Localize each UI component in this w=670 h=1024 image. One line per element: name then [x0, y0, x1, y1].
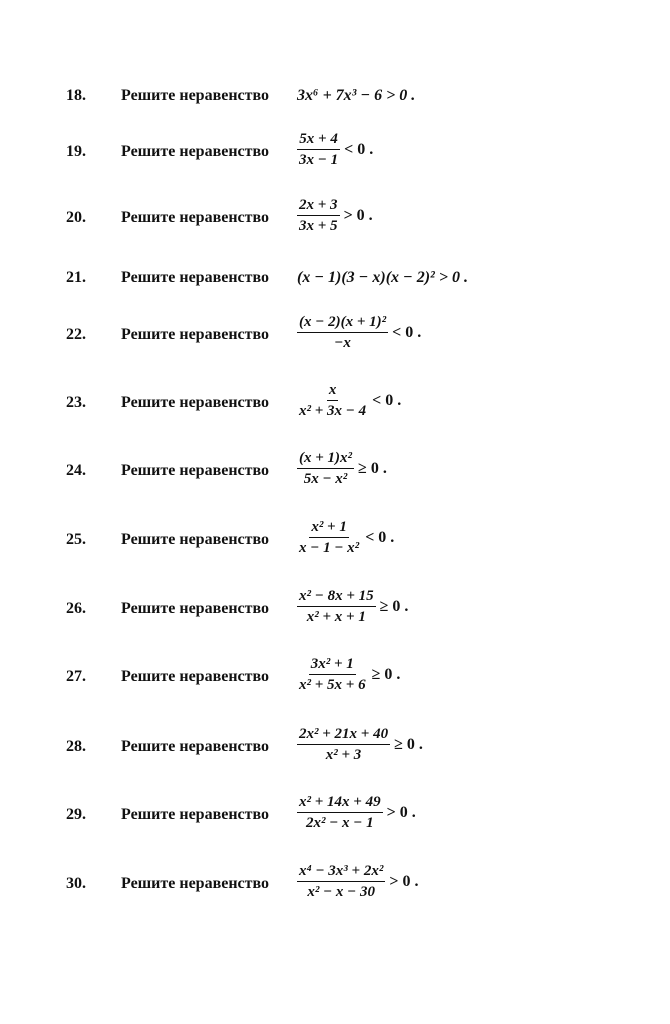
fraction-denominator: x² + 5x + 6	[299, 677, 366, 693]
fraction	[297, 862, 385, 901]
fraction-numerator: (x − 2)(x + 1)²	[297, 313, 388, 333]
problem-27	[0, 655, 670, 715]
problem-number: 26.	[66, 600, 86, 617]
inequality-relation: > 0 .	[343, 206, 373, 224]
fraction	[297, 518, 361, 557]
problem-20	[0, 196, 670, 256]
fraction-denominator: x² − x − 30	[307, 884, 376, 900]
problem-30	[0, 862, 670, 922]
problem-24	[0, 449, 670, 509]
problem-number: 21.	[66, 269, 86, 286]
problem-29	[0, 793, 670, 853]
fraction-denominator: x² + 3x − 4	[299, 403, 367, 419]
inequality-relation: < 0 .	[365, 528, 395, 546]
problem-19	[0, 130, 670, 190]
problem-prompt: Решите неравенство	[121, 209, 270, 226]
fraction-denominator: 3x + 5	[299, 218, 338, 234]
fraction-denominator: x − 1 − x²	[299, 540, 360, 556]
fraction	[297, 196, 340, 235]
inequality-relation: > 0 .	[389, 872, 419, 890]
fraction-numerator: x	[327, 381, 339, 401]
problem-prompt: Решите неравенство	[121, 462, 270, 479]
inequality-relation: < 0 .	[392, 323, 422, 341]
fraction-numerator: x² + 1	[309, 518, 349, 538]
inequality-expression	[297, 725, 423, 764]
fraction	[297, 381, 368, 420]
fraction-numerator: (x + 1)x²	[297, 449, 354, 469]
fraction-numerator: 5x + 4	[297, 130, 340, 150]
fraction-numerator: x² − 8x + 15	[297, 587, 376, 607]
fraction	[297, 587, 376, 626]
problem-23	[0, 381, 670, 441]
fraction-denominator: x² + x + 1	[306, 609, 366, 625]
inequality-expression	[297, 449, 387, 488]
inequality-expression	[297, 862, 418, 901]
inequality-expression	[297, 518, 394, 557]
inequality-expression	[297, 196, 373, 235]
inequality-expression	[297, 587, 408, 626]
problem-prompt: Решите неравенство	[121, 531, 270, 548]
fraction-denominator: 3x − 1	[299, 152, 339, 168]
problem-22	[0, 313, 670, 373]
problem-number: 28.	[66, 738, 86, 755]
fraction-denominator: x² + 3	[325, 747, 362, 763]
fraction-numerator: x² + 14x + 49	[297, 793, 383, 813]
problem-28	[0, 725, 670, 785]
inline-expression: 3x⁶ + 7x³ − 6 > 0 .	[297, 87, 416, 104]
fraction-denominator: 2x² − x − 1	[305, 815, 374, 831]
inequality-relation: > 0 .	[386, 803, 416, 821]
inequality-relation: ≥ 0 .	[379, 597, 409, 615]
fraction-denominator: −x	[334, 335, 351, 351]
inequality-expression	[297, 381, 401, 420]
inequality-expression	[297, 655, 400, 694]
problem-number: 24.	[66, 462, 86, 479]
fraction-numerator: 2x + 3	[297, 196, 340, 216]
inequality-expression	[297, 130, 373, 169]
problem-prompt: Решите неравенство	[121, 806, 270, 823]
inequality-expression	[297, 313, 421, 352]
problem-26	[0, 587, 670, 647]
problem-number: 29.	[66, 806, 86, 823]
problem-prompt: Решите неравенство	[121, 143, 270, 160]
problem-number: 23.	[66, 394, 86, 411]
inequality-relation: ≥ 0 .	[394, 735, 423, 753]
inequality-expression	[297, 86, 415, 106]
fraction	[297, 655, 368, 694]
problem-prompt: Решите неравенство	[121, 269, 270, 286]
problem-25	[0, 518, 670, 578]
problem-prompt: Решите неравенство	[121, 326, 270, 343]
fraction-denominator: 5x − x²	[303, 471, 348, 487]
problem-prompt: Решите неравенство	[121, 668, 270, 685]
inequality-relation: ≥ 0 .	[371, 665, 401, 683]
problem-prompt: Решите неравенство	[121, 394, 270, 411]
problem-prompt: Решите неравенство	[121, 600, 270, 617]
inline-expression: (x − 1)(3 − x)(x − 2)² > 0 .	[297, 269, 468, 286]
problem-number: 30.	[66, 875, 86, 892]
fraction-numerator: 2x² + 21x + 40	[297, 725, 390, 745]
problem-prompt: Решите неравенство	[121, 87, 270, 104]
problem-number: 20.	[66, 209, 86, 226]
fraction	[297, 793, 383, 832]
problem-number: 22.	[66, 326, 86, 343]
inequality-relation: < 0 .	[372, 391, 402, 409]
inequality-expression	[297, 793, 416, 832]
problem-prompt: Решите неравенство	[121, 738, 270, 755]
problem-number: 18.	[66, 87, 86, 104]
fraction	[297, 130, 340, 169]
fraction	[297, 313, 388, 352]
problem-prompt: Решите неравенство	[121, 875, 270, 892]
inequality-expression	[297, 268, 468, 288]
inequality-relation: ≥ 0 .	[358, 459, 387, 477]
problem-number: 25.	[66, 531, 86, 548]
inequality-relation: < 0 .	[344, 140, 374, 158]
fraction	[297, 449, 354, 488]
problem-number: 19.	[66, 143, 86, 160]
fraction	[297, 725, 390, 764]
fraction-numerator: x⁴ − 3x³ + 2x²	[297, 862, 385, 882]
problem-number: 27.	[66, 668, 86, 685]
fraction-numerator: 3x² + 1	[309, 655, 356, 675]
